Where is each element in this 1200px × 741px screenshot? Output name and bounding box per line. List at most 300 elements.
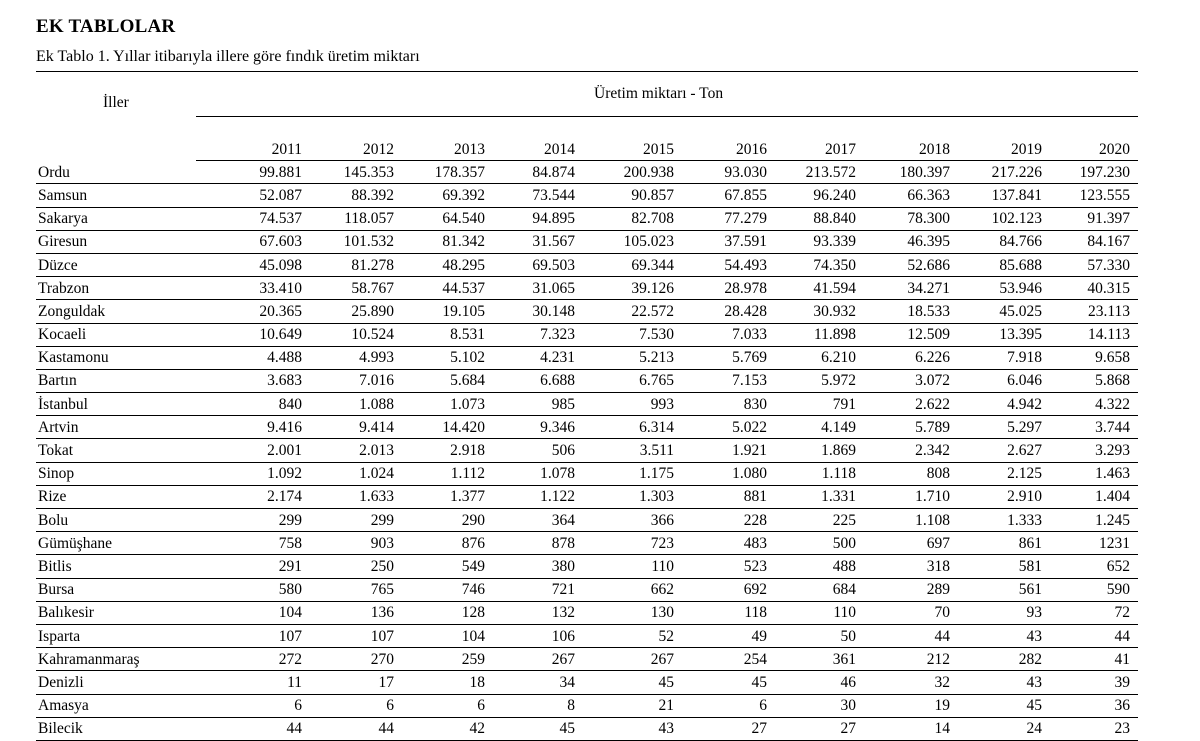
- production-value-cell: 7.016: [310, 369, 402, 392]
- production-value-cell: 43: [958, 671, 1050, 694]
- production-value-cell: 17: [310, 671, 402, 694]
- production-value-cell: 5.297: [958, 416, 1050, 439]
- production-value-cell: 4.322: [1050, 393, 1138, 416]
- production-value-cell: 21: [583, 694, 682, 717]
- production-value-cell: 33.410: [196, 277, 310, 300]
- production-value-cell: 44.537: [402, 277, 493, 300]
- year-header-row: [36, 138, 1138, 161]
- production-value-cell: 6.765: [583, 369, 682, 392]
- production-value-cell: 4.942: [958, 393, 1050, 416]
- production-value-cell: 30.148: [493, 300, 583, 323]
- production-value-cell: 5.022: [682, 416, 775, 439]
- production-value-cell: 10.524: [310, 323, 402, 346]
- production-value-cell: 259: [402, 648, 493, 671]
- production-value-cell: 45: [493, 717, 583, 740]
- production-value-cell: 366: [583, 509, 682, 532]
- production-value-cell: 73.544: [493, 184, 583, 207]
- production-value-cell: 90.857: [583, 184, 682, 207]
- production-value-cell: 1.073: [402, 393, 493, 416]
- province-name-cell: Isparta: [36, 624, 196, 647]
- table-row: [36, 439, 1138, 462]
- production-value-cell: 197.230: [1050, 161, 1138, 184]
- production-value-cell: 41: [1050, 648, 1138, 671]
- table-row: [36, 230, 1138, 253]
- production-value-cell: 1.088: [310, 393, 402, 416]
- production-value-cell: 2.627: [958, 439, 1050, 462]
- production-value-cell: 5.102: [402, 346, 493, 369]
- production-value-cell: 1231: [1050, 532, 1138, 555]
- province-name-cell: Sakarya: [36, 207, 196, 230]
- production-value-cell: 52: [583, 624, 682, 647]
- production-value-cell: 213.572: [775, 161, 864, 184]
- production-value-cell: 13.395: [958, 323, 1050, 346]
- production-value-cell: 7.918: [958, 346, 1050, 369]
- production-value-cell: 57.330: [1050, 253, 1138, 276]
- production-value-cell: 41.594: [775, 277, 864, 300]
- production-value-cell: 93: [958, 601, 1050, 624]
- province-name-cell: Bitlis: [36, 555, 196, 578]
- production-value-cell: 78.300: [864, 207, 958, 230]
- production-value-cell: 7.153: [682, 369, 775, 392]
- top-rule: [36, 71, 1138, 72]
- province-name-cell: Samsun: [36, 184, 196, 207]
- production-value-cell: 34.271: [864, 277, 958, 300]
- production-value-cell: 104: [402, 624, 493, 647]
- production-value-cell: 18: [402, 671, 493, 694]
- province-name-cell: Sinop: [36, 462, 196, 485]
- province-name-cell: Bursa: [36, 578, 196, 601]
- production-value-cell: 1.024: [310, 462, 402, 485]
- production-value-cell: 11.898: [775, 323, 864, 346]
- production-value-cell: 118: [682, 601, 775, 624]
- production-value-cell: 506: [493, 439, 583, 462]
- province-name-cell: Trabzon: [36, 277, 196, 300]
- production-value-cell: 45: [682, 671, 775, 694]
- production-value-cell: 254: [682, 648, 775, 671]
- production-value-cell: 46: [775, 671, 864, 694]
- production-value-cell: 791: [775, 393, 864, 416]
- production-value-cell: 110: [583, 555, 682, 578]
- production-value-cell: 721: [493, 578, 583, 601]
- production-value-cell: 44: [196, 717, 310, 740]
- production-value-cell: 67.855: [682, 184, 775, 207]
- production-value-cell: 19: [864, 694, 958, 717]
- production-value-cell: 878: [493, 532, 583, 555]
- production-value-cell: 272: [196, 648, 310, 671]
- production-value-cell: 6.210: [775, 346, 864, 369]
- production-value-cell: 903: [310, 532, 402, 555]
- table-row: [36, 555, 1138, 578]
- production-value-cell: 105.023: [583, 230, 682, 253]
- year-header-cell: 2013: [402, 138, 493, 161]
- table-row: [36, 578, 1138, 601]
- production-value-cell: 74.350: [775, 253, 864, 276]
- province-name-cell: Rize: [36, 485, 196, 508]
- table-row: [36, 300, 1138, 323]
- production-value-cell: 4.149: [775, 416, 864, 439]
- production-value-cell: 40.315: [1050, 277, 1138, 300]
- production-value-cell: 361: [775, 648, 864, 671]
- production-value-cell: 746: [402, 578, 493, 601]
- table-row: [36, 416, 1138, 439]
- production-value-cell: 758: [196, 532, 310, 555]
- production-value-cell: 9.414: [310, 416, 402, 439]
- hazelnut-production-table: [36, 138, 1138, 741]
- production-value-cell: 291: [196, 555, 310, 578]
- production-value-cell: 684: [775, 578, 864, 601]
- production-value-cell: 23: [1050, 717, 1138, 740]
- production-value-cell: 178.357: [402, 161, 493, 184]
- production-value-cell: 1.404: [1050, 485, 1138, 508]
- production-value-cell: 225: [775, 509, 864, 532]
- production-value-cell: 43: [583, 717, 682, 740]
- province-name-cell: Kocaeli: [36, 323, 196, 346]
- production-value-cell: 1.921: [682, 439, 775, 462]
- production-value-cell: 137.841: [958, 184, 1050, 207]
- production-value-cell: 9.416: [196, 416, 310, 439]
- production-value-cell: 44: [1050, 624, 1138, 647]
- production-value-cell: 662: [583, 578, 682, 601]
- production-value-cell: 118.057: [310, 207, 402, 230]
- production-value-cell: 132: [493, 601, 583, 624]
- production-value-cell: 1.108: [864, 509, 958, 532]
- table-row: [36, 648, 1138, 671]
- production-value-cell: 7.530: [583, 323, 682, 346]
- province-name-cell: Bilecik: [36, 717, 196, 740]
- production-value-cell: 93.030: [682, 161, 775, 184]
- production-value-cell: 84.167: [1050, 230, 1138, 253]
- province-name-cell: Amasya: [36, 694, 196, 717]
- production-value-cell: 765: [310, 578, 402, 601]
- production-value-cell: 282: [958, 648, 1050, 671]
- production-value-cell: 45: [958, 694, 1050, 717]
- production-value-cell: 318: [864, 555, 958, 578]
- production-value-cell: 692: [682, 578, 775, 601]
- production-value-cell: 6.226: [864, 346, 958, 369]
- year-header-cell: 2018: [864, 138, 958, 161]
- production-group-header: Üretim miktarı - Ton: [594, 85, 724, 102]
- production-value-cell: 2.622: [864, 393, 958, 416]
- table-row: [36, 393, 1138, 416]
- production-value-cell: 43: [958, 624, 1050, 647]
- production-value-cell: 69.392: [402, 184, 493, 207]
- table-row: [36, 532, 1138, 555]
- production-value-cell: 12.509: [864, 323, 958, 346]
- production-value-cell: 6: [682, 694, 775, 717]
- production-value-cell: 44: [310, 717, 402, 740]
- production-value-cell: 590: [1050, 578, 1138, 601]
- year-header-cell: 2011: [196, 138, 310, 161]
- table-row: [36, 462, 1138, 485]
- province-name-cell: Zonguldak: [36, 300, 196, 323]
- production-value-cell: 28.428: [682, 300, 775, 323]
- production-value-cell: 31.065: [493, 277, 583, 300]
- production-value-cell: 9.346: [493, 416, 583, 439]
- production-value-cell: 52.686: [864, 253, 958, 276]
- production-value-cell: 64.540: [402, 207, 493, 230]
- production-value-cell: 85.688: [958, 253, 1050, 276]
- production-value-cell: 5.769: [682, 346, 775, 369]
- province-name-cell: Ordu: [36, 161, 196, 184]
- production-value-cell: 30: [775, 694, 864, 717]
- production-value-cell: 3.072: [864, 369, 958, 392]
- production-value-cell: 1.175: [583, 462, 682, 485]
- table-row: [36, 161, 1138, 184]
- production-value-cell: 270: [310, 648, 402, 671]
- production-value-cell: 180.397: [864, 161, 958, 184]
- production-value-cell: 82.708: [583, 207, 682, 230]
- table-row: [36, 184, 1138, 207]
- production-value-cell: 1.633: [310, 485, 402, 508]
- province-name-cell: Artvin: [36, 416, 196, 439]
- production-value-cell: 81.278: [310, 253, 402, 276]
- table-row: [36, 207, 1138, 230]
- production-value-cell: 123.555: [1050, 184, 1138, 207]
- production-value-cell: 52.087: [196, 184, 310, 207]
- production-value-cell: 14.420: [402, 416, 493, 439]
- province-name-cell: Gümüşhane: [36, 532, 196, 555]
- production-value-cell: 84.766: [958, 230, 1050, 253]
- production-value-cell: 22.572: [583, 300, 682, 323]
- province-name-cell: Bartın: [36, 369, 196, 392]
- production-value-cell: 23.113: [1050, 300, 1138, 323]
- province-name-cell: Düzce: [36, 253, 196, 276]
- production-value-cell: 45.098: [196, 253, 310, 276]
- production-value-cell: 107: [310, 624, 402, 647]
- production-value-cell: 130: [583, 601, 682, 624]
- production-value-cell: 985: [493, 393, 583, 416]
- production-value-cell: 27: [682, 717, 775, 740]
- production-value-cell: 580: [196, 578, 310, 601]
- production-value-cell: 81.342: [402, 230, 493, 253]
- production-value-cell: 993: [583, 393, 682, 416]
- production-value-cell: 128: [402, 601, 493, 624]
- production-value-cell: 5.213: [583, 346, 682, 369]
- production-value-cell: 20.365: [196, 300, 310, 323]
- production-value-cell: 380: [493, 555, 583, 578]
- production-value-cell: 723: [583, 532, 682, 555]
- production-value-cell: 88.840: [775, 207, 864, 230]
- production-value-cell: 104: [196, 601, 310, 624]
- production-value-cell: 5.684: [402, 369, 493, 392]
- production-value-cell: 2.125: [958, 462, 1050, 485]
- production-value-cell: 1.333: [958, 509, 1050, 532]
- production-value-cell: 101.532: [310, 230, 402, 253]
- production-value-cell: 228: [682, 509, 775, 532]
- production-value-cell: 50: [775, 624, 864, 647]
- production-value-cell: 861: [958, 532, 1050, 555]
- production-value-cell: 5.972: [775, 369, 864, 392]
- province-name-cell: Tokat: [36, 439, 196, 462]
- production-value-cell: 217.226: [958, 161, 1050, 184]
- production-value-cell: 267: [583, 648, 682, 671]
- production-value-cell: 267: [493, 648, 583, 671]
- production-value-cell: 6: [402, 694, 493, 717]
- table-row: [36, 253, 1138, 276]
- production-value-cell: 77.279: [682, 207, 775, 230]
- production-value-cell: 24: [958, 717, 1050, 740]
- production-value-cell: 67.603: [196, 230, 310, 253]
- production-value-cell: 136: [310, 601, 402, 624]
- production-value-cell: 107: [196, 624, 310, 647]
- production-value-cell: 2.918: [402, 439, 493, 462]
- production-value-cell: 46.395: [864, 230, 958, 253]
- production-value-cell: 1.303: [583, 485, 682, 508]
- production-value-cell: 32: [864, 671, 958, 694]
- production-value-cell: 66.363: [864, 184, 958, 207]
- table-row: [36, 277, 1138, 300]
- production-value-cell: 1.078: [493, 462, 583, 485]
- table-row: [36, 601, 1138, 624]
- production-value-cell: 1.122: [493, 485, 583, 508]
- production-value-cell: 102.123: [958, 207, 1050, 230]
- production-value-cell: 18.533: [864, 300, 958, 323]
- production-value-cell: 483: [682, 532, 775, 555]
- production-value-cell: 6: [310, 694, 402, 717]
- production-value-cell: 94.895: [493, 207, 583, 230]
- production-value-cell: 250: [310, 555, 402, 578]
- production-value-cell: 145.353: [310, 161, 402, 184]
- production-value-cell: 876: [402, 532, 493, 555]
- production-value-cell: 1.112: [402, 462, 493, 485]
- production-value-cell: 19.105: [402, 300, 493, 323]
- table-row: [36, 671, 1138, 694]
- production-value-cell: 84.874: [493, 161, 583, 184]
- production-value-cell: 7.033: [682, 323, 775, 346]
- production-value-cell: 49: [682, 624, 775, 647]
- production-value-cell: 1.463: [1050, 462, 1138, 485]
- production-value-cell: 48.295: [402, 253, 493, 276]
- production-value-cell: 289: [864, 578, 958, 601]
- production-value-cell: 200.938: [583, 161, 682, 184]
- production-value-cell: 91.397: [1050, 207, 1138, 230]
- production-value-cell: 6: [196, 694, 310, 717]
- province-name-cell: Kastamonu: [36, 346, 196, 369]
- year-header-cell: 2020: [1050, 138, 1138, 161]
- production-value-cell: 8.531: [402, 323, 493, 346]
- production-value-cell: 2.013: [310, 439, 402, 462]
- production-value-cell: 3.744: [1050, 416, 1138, 439]
- production-value-cell: 3.511: [583, 439, 682, 462]
- blank-header-cell: [36, 138, 196, 161]
- production-value-cell: 364: [493, 509, 583, 532]
- production-value-cell: 4.488: [196, 346, 310, 369]
- production-value-cell: 36: [1050, 694, 1138, 717]
- production-value-cell: 299: [310, 509, 402, 532]
- production-value-cell: 3.293: [1050, 439, 1138, 462]
- group-header-rule: [196, 116, 1138, 117]
- production-value-cell: 1.080: [682, 462, 775, 485]
- table-row: [36, 509, 1138, 532]
- production-value-cell: 5.868: [1050, 369, 1138, 392]
- production-value-cell: 2.342: [864, 439, 958, 462]
- production-value-cell: 6.688: [493, 369, 583, 392]
- production-value-cell: 212: [864, 648, 958, 671]
- production-value-cell: 523: [682, 555, 775, 578]
- year-header-cell: 2017: [775, 138, 864, 161]
- production-value-cell: 39: [1050, 671, 1138, 694]
- production-value-cell: 299: [196, 509, 310, 532]
- production-value-cell: 14: [864, 717, 958, 740]
- production-value-cell: 10.649: [196, 323, 310, 346]
- production-value-cell: 2.001: [196, 439, 310, 462]
- production-value-cell: 1.118: [775, 462, 864, 485]
- production-value-cell: 99.881: [196, 161, 310, 184]
- production-value-cell: 11: [196, 671, 310, 694]
- production-value-cell: 1.377: [402, 485, 493, 508]
- production-value-cell: 652: [1050, 555, 1138, 578]
- table-row: [36, 624, 1138, 647]
- production-value-cell: 4.993: [310, 346, 402, 369]
- production-value-cell: 72: [1050, 601, 1138, 624]
- production-value-cell: 2.910: [958, 485, 1050, 508]
- production-value-cell: 8: [493, 694, 583, 717]
- production-value-cell: 96.240: [775, 184, 864, 207]
- province-name-cell: Balıkesir: [36, 601, 196, 624]
- production-value-cell: 45: [583, 671, 682, 694]
- production-value-cell: 6.314: [583, 416, 682, 439]
- production-value-cell: 70: [864, 601, 958, 624]
- table-row: [36, 346, 1138, 369]
- province-name-cell: Bolu: [36, 509, 196, 532]
- production-value-cell: 93.339: [775, 230, 864, 253]
- year-header-cell: 2019: [958, 138, 1050, 161]
- production-value-cell: 30.932: [775, 300, 864, 323]
- production-value-cell: 500: [775, 532, 864, 555]
- production-value-cell: 54.493: [682, 253, 775, 276]
- production-value-cell: 58.767: [310, 277, 402, 300]
- production-value-cell: 808: [864, 462, 958, 485]
- production-value-cell: 44: [864, 624, 958, 647]
- production-value-cell: 840: [196, 393, 310, 416]
- year-header-cell: 2012: [310, 138, 402, 161]
- production-value-cell: 881: [682, 485, 775, 508]
- production-value-cell: 34: [493, 671, 583, 694]
- production-value-cell: 28.978: [682, 277, 775, 300]
- province-column-header: İller: [103, 94, 129, 111]
- table-row: [36, 323, 1138, 346]
- production-value-cell: 25.890: [310, 300, 402, 323]
- production-value-cell: 1.092: [196, 462, 310, 485]
- production-value-cell: 42: [402, 717, 493, 740]
- production-value-cell: 1.245: [1050, 509, 1138, 532]
- table-row: [36, 369, 1138, 392]
- province-name-cell: Kahramanmaraş: [36, 648, 196, 671]
- year-header-cell: 2014: [493, 138, 583, 161]
- year-header-cell: 2015: [583, 138, 682, 161]
- production-value-cell: 69.503: [493, 253, 583, 276]
- production-value-cell: 1.710: [864, 485, 958, 508]
- production-value-cell: 74.537: [196, 207, 310, 230]
- production-value-cell: 27: [775, 717, 864, 740]
- production-value-cell: 2.174: [196, 485, 310, 508]
- production-value-cell: 7.323: [493, 323, 583, 346]
- year-header-cell: 2016: [682, 138, 775, 161]
- production-value-cell: 1.331: [775, 485, 864, 508]
- production-value-cell: 1.869: [775, 439, 864, 462]
- production-value-cell: 88.392: [310, 184, 402, 207]
- production-value-cell: 14.113: [1050, 323, 1138, 346]
- production-value-cell: 45.025: [958, 300, 1050, 323]
- table-row: [36, 694, 1138, 717]
- page-heading: EK TABLOLAR: [36, 16, 176, 37]
- production-value-cell: 488: [775, 555, 864, 578]
- production-value-cell: 561: [958, 578, 1050, 601]
- production-value-cell: 37.591: [682, 230, 775, 253]
- production-value-cell: 9.658: [1050, 346, 1138, 369]
- production-value-cell: 31.567: [493, 230, 583, 253]
- production-value-cell: 830: [682, 393, 775, 416]
